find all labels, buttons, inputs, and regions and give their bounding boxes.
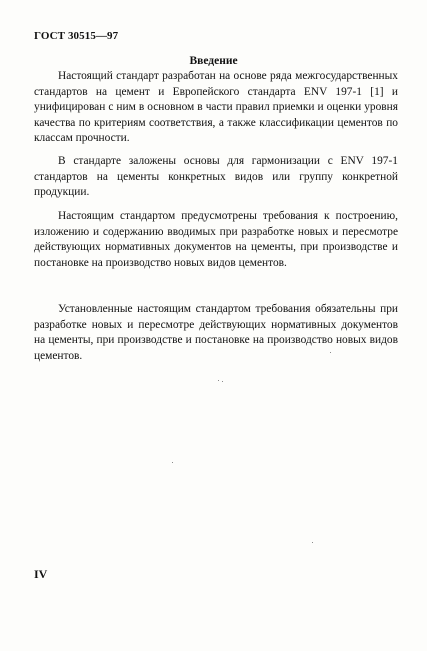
document-code-header: ГОСТ 30515—97 xyxy=(34,30,119,42)
scan-speck xyxy=(222,381,223,382)
scan-speck xyxy=(218,380,219,381)
paragraph-3: Настоящим стандартом предусмотрены требования к построению, изложению и содержанию вводимых при разработке новых и пересмотре действующих нормативных документов на цементы, при производстве и постановке на производство новых видов цементов. xyxy=(34,210,398,269)
paragraph-4: Установленные настоящим стандартом требования обязательны при разработке новых и пересмотре действующих нормативных документов на цементы, при производстве и постановке на производство новых видов цементов. xyxy=(34,303,398,362)
paragraph-2: В стандарте заложены основы для гармонизации с ENV 197-1 стандартов на цементы конкретных видов или группу конкретной продукции. xyxy=(34,155,398,199)
scan-speck xyxy=(330,352,331,353)
section-title: Введение xyxy=(189,55,238,67)
paragraph-1: Настоящий стандарт разработан на основе ряда межгосударственных стандартов на цемент и Европейского стандарта ENV 197-1 [1] и унифицирован с ним в основном в части правил приемки и оценки уровня качества по критериям соответствия, а также классификации цементов по классам прочности. xyxy=(34,70,398,145)
scan-speck xyxy=(172,462,173,463)
scan-speck xyxy=(312,542,313,543)
page-number: IV xyxy=(34,567,48,581)
